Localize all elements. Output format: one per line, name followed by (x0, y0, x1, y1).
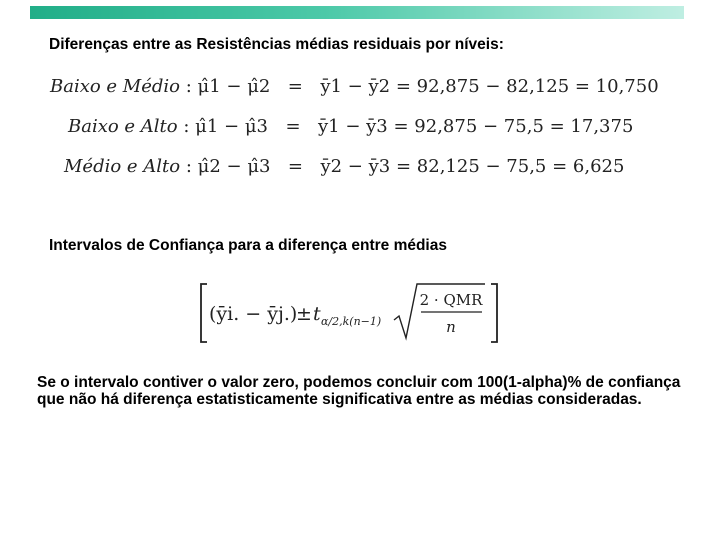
t-subscript: α/2,k(n−1) (321, 315, 382, 328)
equation-means: ȳ1 − ȳ2 (320, 75, 391, 97)
equation-label: Médio e Alto (64, 155, 181, 177)
equation-row: Baixo e Alto : μ̂1 − μ̂3 = ȳ1 − ȳ3 = 92,875 − 75,5 = 17,375 (68, 115, 634, 137)
equation-params: μ̂1 − μ̂2 (197, 75, 271, 97)
t-symbol: t (313, 303, 321, 325)
equation-computation: = 92,875 − 82,125 = 10,750 (395, 75, 659, 97)
equation-params: μ̂2 − μ̂3 (197, 155, 271, 177)
equation-params: μ̂1 − μ̂3 (195, 115, 268, 137)
equation-row: Baixo e Médio : μ̂1 − μ̂2 = ȳ1 − ȳ2 = 92,875 − 82,125 = 10,750 (50, 75, 659, 97)
conclusion-paragraph: Se o intervalo contiver o valor zero, podemos concluir com 100(1-alpha)% de confiança que não há diferença estatisticamente significativa entre as médias consideradas. (37, 374, 681, 408)
equation-label: Baixo e Médio (50, 75, 180, 97)
section-title-confidence-intervals: Intervalos de Confiança para a diferença entre médias (49, 237, 447, 254)
equation-label: Baixo e Alto (68, 115, 178, 137)
fraction-numerator: 2 · QMR (419, 291, 483, 309)
right-bracket (491, 284, 497, 342)
equation-means: ȳ2 − ȳ3 (320, 155, 391, 177)
top-accent-bar (30, 6, 684, 19)
equation-computation: = 82,125 − 75,5 = 6,625 (395, 155, 625, 177)
mean-difference: (ȳi. − ȳj.) (209, 303, 298, 325)
formula-graphic (195, 280, 505, 346)
plus-minus-sign: ± (296, 303, 312, 325)
section-title-differences: Diferenças entre as Resistências médias residuais por níveis: (49, 36, 504, 53)
equation-computation: = 92,875 − 75,5 = 17,375 (393, 115, 634, 137)
left-bracket (201, 284, 207, 342)
equation-row: Médio e Alto : μ̂2 − μ̂3 = ȳ2 − ȳ3 = 82,125 − 75,5 = 6,625 (64, 155, 625, 177)
equation-means: ȳ1 − ȳ3 (317, 115, 388, 137)
equations-block (40, 68, 659, 188)
fraction-denominator: n (446, 318, 456, 336)
confidence-interval-formula (195, 280, 505, 346)
